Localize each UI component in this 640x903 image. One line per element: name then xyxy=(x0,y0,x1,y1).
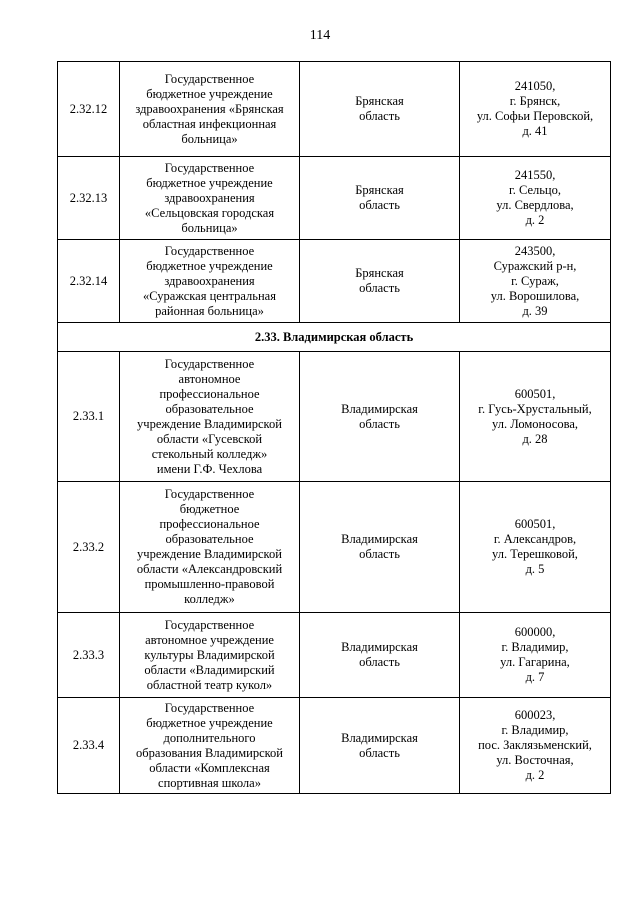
institution-name-line: дополнительного xyxy=(163,730,256,745)
institution-name-line: здравоохранения xyxy=(164,273,255,288)
region-name-line: область xyxy=(359,655,400,669)
institution-name-line: «Сельцовская городская xyxy=(144,205,275,220)
institution-name-line: области «Александровский xyxy=(136,562,283,576)
institution-name-line: автономное учреждение xyxy=(145,632,274,647)
institution-address-line: ул. Гагарина, xyxy=(500,655,570,669)
institution-name-line: образования Владимирской xyxy=(135,745,283,760)
region-name-line: область xyxy=(359,745,400,760)
table-section-vladimir xyxy=(58,323,611,352)
row-code: 2.32.13 xyxy=(58,157,120,240)
institution-address-line: г. Владимир, xyxy=(501,723,569,737)
institution-address-line: д. 28 xyxy=(522,431,548,446)
region-name-line: Владимирская xyxy=(341,532,418,546)
institution-address-line: д. 2 xyxy=(525,213,545,227)
institution-name-line: больница» xyxy=(181,131,238,146)
institution-address-line: д. 39 xyxy=(522,303,548,318)
institution-name-line: «Суражская центральная xyxy=(143,288,276,303)
institution-name-line: районная больница» xyxy=(155,303,264,318)
region-name xyxy=(300,613,460,698)
region-name-line: Владимирская xyxy=(341,730,418,745)
institution-name-line: областная инфекционная xyxy=(142,116,277,131)
institution-name-line: областной театр кукол» xyxy=(146,677,273,692)
region-name-line: область xyxy=(359,416,400,431)
institution-address-line: 600023, xyxy=(514,708,556,722)
region-name-line: область xyxy=(359,547,400,561)
institution-name-line: здравоохранения xyxy=(164,190,255,205)
institution-name xyxy=(120,62,300,157)
institution-name-line: бюджетное xyxy=(179,502,240,516)
institution-name-line: учреждение Владимирской xyxy=(137,547,282,561)
region-name xyxy=(300,157,460,240)
region-name xyxy=(300,352,460,482)
institution-name-line: бюджетное учреждение xyxy=(146,86,273,101)
institution-name xyxy=(120,352,300,482)
institution-address-line: г. Гусь-Хрустальный, xyxy=(478,401,592,416)
institution-name-line: области «Комплексная xyxy=(149,760,270,775)
institution-name-line: промышленно-правовой xyxy=(144,577,275,591)
row-code: 2.32.14 xyxy=(58,240,120,323)
institution-address xyxy=(460,482,611,613)
institution-address-line: ул. Свердлова, xyxy=(496,198,574,212)
institution-address-line: д. 41 xyxy=(522,124,548,138)
section-row xyxy=(58,323,611,352)
institution-name-line: области «Владимирский xyxy=(144,662,275,677)
institution-address-line: ул. Ворошилова, xyxy=(490,288,580,303)
table-row xyxy=(58,240,611,323)
region-name-line: Брянская xyxy=(355,183,404,197)
region-name-line: Владимирская xyxy=(341,401,418,416)
institution-name-line: Государственное xyxy=(164,71,255,86)
region-name-line: область xyxy=(359,281,400,295)
institution-name-line: Государственное xyxy=(164,700,255,715)
section-heading: 2.33. Владимирская область xyxy=(58,323,611,352)
institution-address-line: ул. Терешковой, xyxy=(492,547,578,561)
institution-name-line: спортивная школа» xyxy=(158,775,261,790)
institution-name-line: больница» xyxy=(181,220,238,235)
institution-name xyxy=(120,157,300,240)
region-name-line: область xyxy=(359,109,400,123)
institution-address-line: 241050, xyxy=(514,79,556,93)
institutions-table xyxy=(57,61,611,794)
institution-address-line: д. 5 xyxy=(525,562,545,576)
institution-address xyxy=(460,698,611,794)
table-row xyxy=(58,157,611,240)
institution-name xyxy=(120,613,300,698)
table-row xyxy=(58,613,611,698)
region-name xyxy=(300,62,460,157)
row-code: 2.33.3 xyxy=(58,613,120,698)
institution-name-line: Государственное xyxy=(164,617,255,632)
institution-address-line: ул. Ломоносова, xyxy=(492,416,578,431)
region-name-line: Брянская xyxy=(355,94,404,108)
institution-address-line: пос. Заклязьменский, xyxy=(478,738,592,752)
institution-address-line: г. Брянск, xyxy=(509,94,561,108)
institution-name-line: области «Гусевской xyxy=(156,431,263,446)
table-row xyxy=(58,482,611,613)
row-code: 2.33.4 xyxy=(58,698,120,794)
table-body-vladimir xyxy=(58,352,611,794)
institution-address-line: д. 7 xyxy=(525,670,545,684)
page-number: 114 xyxy=(309,28,331,43)
region-name-line: Владимирская xyxy=(341,640,418,654)
institution-name-line: здравоохранения «Брянская xyxy=(135,101,284,116)
institution-address xyxy=(460,613,611,698)
institution-name xyxy=(120,698,300,794)
institution-address-line: 241550, xyxy=(514,168,556,182)
institution-name-line: образовательное xyxy=(165,401,254,416)
institution-address xyxy=(460,62,611,157)
institution-name-line: бюджетное учреждение xyxy=(146,175,273,190)
table-row xyxy=(58,352,611,482)
institution-address-line: Суражский р-н, xyxy=(493,258,577,273)
row-code: 2.32.12 xyxy=(58,62,120,157)
institution-name-line: бюджетное учреждение xyxy=(146,715,273,730)
table-row xyxy=(58,698,611,794)
institution-address xyxy=(460,157,611,240)
institution-name xyxy=(120,482,300,613)
institution-address-line: 600501, xyxy=(514,517,556,531)
institution-name-line: Государственное xyxy=(164,356,255,371)
institution-address-line: ул. Софьи Перовской, xyxy=(476,109,594,123)
institution-address-line: г. Александров, xyxy=(493,532,577,546)
row-code: 2.33.2 xyxy=(58,482,120,613)
institution-name-line: Государственное xyxy=(164,243,255,258)
institution-name-line: культуры Владимирской xyxy=(144,647,275,662)
institution-name-line: учреждение Владимирской xyxy=(137,416,282,431)
row-code: 2.33.1 xyxy=(58,352,120,482)
institution-address xyxy=(460,240,611,323)
institution-address xyxy=(460,352,611,482)
institution-address-line: 600501, xyxy=(514,386,556,401)
institution-address-line: 243500, xyxy=(514,243,556,258)
institution-address-line: д. 2 xyxy=(525,768,545,782)
institution-address-line: 600000, xyxy=(514,625,556,639)
institution-name-line: профессиональное xyxy=(159,517,260,531)
table-row xyxy=(58,62,611,157)
institution-address-line: г. Сураж, xyxy=(511,273,559,288)
institution-name-line: образовательное xyxy=(165,532,254,546)
region-name xyxy=(300,240,460,323)
institution-name-line: имени Г.Ф. Чехлова xyxy=(156,461,263,476)
region-name-line: область xyxy=(359,198,400,212)
institution-address-line: г. Сельцо, xyxy=(508,183,561,197)
institution-name-line: профессиональное xyxy=(159,386,260,401)
institution-name-line: колледж» xyxy=(184,592,235,606)
institution-name xyxy=(120,240,300,323)
institution-address-line: ул. Восточная, xyxy=(496,753,574,767)
institution-name-line: Государственное xyxy=(164,160,255,175)
region-name xyxy=(300,698,460,794)
institution-name-line: бюджетное учреждение xyxy=(146,258,273,273)
institution-name-line: Государственное xyxy=(164,487,255,501)
institution-name-line: автономное xyxy=(178,371,241,386)
institution-name-line: стекольный колледж» xyxy=(151,446,268,461)
region-name-line: Брянская xyxy=(355,266,404,280)
institution-address-line: г. Владимир, xyxy=(501,640,569,654)
table-body-bryansk xyxy=(58,62,611,323)
region-name xyxy=(300,482,460,613)
